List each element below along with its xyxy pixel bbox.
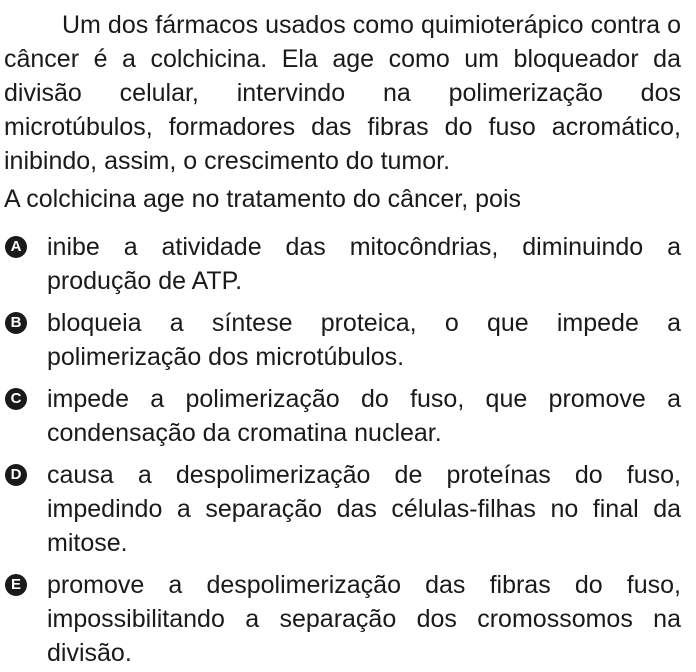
option-e-letter-badge: E [5,574,27,596]
option-b-text: bloqueia a síntese proteica, o que impede a polimerização dos microtúbulos. [47,309,681,371]
option-d-letter-badge: D [5,464,27,486]
option-a-text: inibe a atividade das mitocôndrias, diminuindo a produção de ATP. [47,233,681,295]
option-e-text: promove a despolimerização das fibras do fuso, impossibilitando a separação dos cromossomos na divisão. [47,571,681,667]
question-prompt: A colchicina age no tratamento do câncer, pois [4,185,521,213]
option-b[interactable] [4,306,681,374]
question-statement: Um dos fármacos usados como quimioterápico contra o câncer é a colchicina. Ela age como um bloqueador da divisão celular, intervindo na polimerização dos microtúbulos, formadores das fibras do fuso acromático, inibindo, assim, o crescimento do tumor. [4,11,681,175]
option-a-letter-badge: A [5,236,27,258]
option-d[interactable] [4,458,681,560]
option-d-text: causa a despolimerização de proteínas do fuso, impedindo a separação das células-filhas no final da mitose. [47,461,681,557]
option-c[interactable] [4,382,681,450]
option-a[interactable] [4,230,681,298]
option-c-text: impede a polimerização do fuso, que promove a condensação da cromatina nuclear. [47,385,681,447]
option-b-letter-badge: B [5,312,27,334]
answer-options [4,230,681,670]
option-e[interactable] [4,568,681,670]
option-c-letter-badge: C [5,388,27,410]
